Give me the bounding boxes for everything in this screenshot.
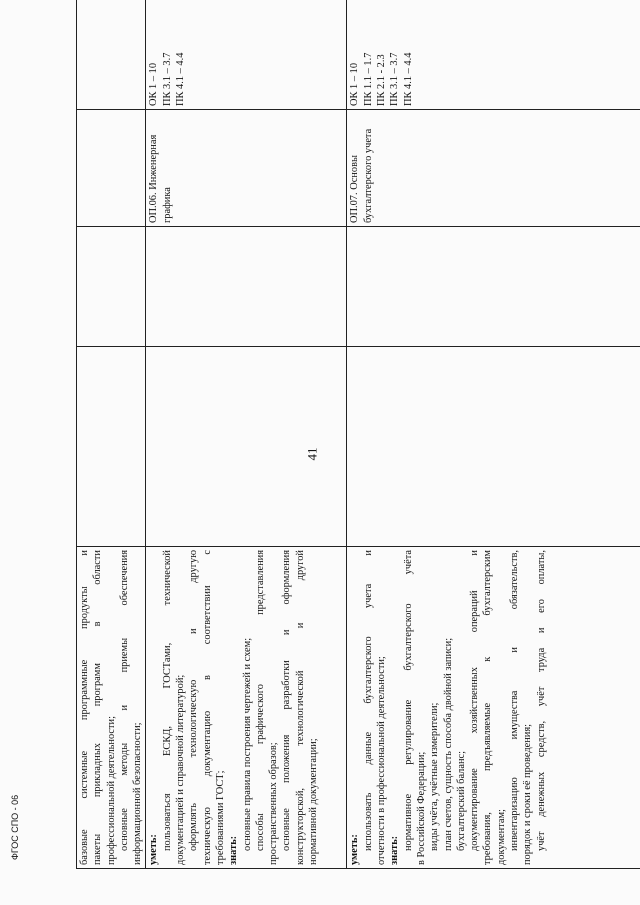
requirement-line: основные методы и приемы обеспечения [118,550,130,851]
requirement-line: документам; [495,809,507,865]
requirement-line: план счетов, сущность способа двойной записи; [442,637,454,851]
requirement-line: базовые системные программные продукты и [79,550,90,865]
empty-cell [146,227,347,347]
discipline-cell [347,110,640,227]
knowledge-heading: знать: [228,835,240,865]
requirement-line: бухгалтерский баланс; [455,750,467,851]
requirement-line: пользоваться ЕСКД, ГОСТами, технической [161,550,173,851]
table-row [347,0,640,869]
requirement-line: техническую документацию в соответствии с [201,550,213,865]
requirement-line: требованиями ГОСТ; [214,770,226,865]
requirement-line: конструкторской, технологической и другой [294,550,306,865]
requirement-line: использовать данные бухгалтерского учета и [362,550,374,851]
requirement-line: отчетности в профессиональной деятельности; [376,656,388,865]
rotated-document-page [76,37,640,869]
requirement-line: профессиональной деятельности; [105,715,117,865]
empty-cell [77,227,146,347]
requirements-cell [347,547,640,869]
requirement-line: документацией и справочной литературой; [175,674,187,865]
discipline-cell [146,110,347,227]
requirements-cell [146,547,347,869]
discipline-name: ОП.06. Инженерная графика [148,134,173,223]
requirement-line: порядок и сроки её проведения; [522,723,534,865]
requirements-cell [77,547,146,869]
requirement-line: виды учёта, учётные измерители; [429,702,441,851]
requirement-line: нормативное регулирование бухгалтерского учёта [402,550,414,851]
requirement-line: требования, предъявляемые к бухгалтерским [482,550,494,865]
requirement-line: инвентаризацию имущества и обязательств, [509,550,521,851]
table-row [146,0,347,869]
knowledge-heading: знать: [389,835,401,865]
footer-document-code: ФГОС СПО - 06 [10,794,20,860]
requirement-line: пакеты прикладных программ в области [92,550,104,865]
competency-table [76,0,640,869]
discipline-cell [77,110,146,227]
requirement-line: учёт денежных средств, учёт труда и его оплаты, [535,550,547,851]
empty-cell [347,347,640,547]
skills-heading: уметь: [148,834,160,865]
table-row [77,0,146,869]
page-number: 41 [304,447,320,461]
codes-cell [347,0,640,110]
empty-cell [77,347,146,547]
requirement-line: в Российской Федерации; [415,751,427,865]
competency-codes: ОК 1 – 10 ПК 3.1 – 3.7 ПК 4.1 – 4.4 [148,52,187,106]
requirement-line: основные правила построения чертежей и схем; [241,637,253,851]
skills-heading: уметь: [349,834,361,865]
requirement-line: документирование хозяйственных операций и [469,550,481,851]
codes-cell [146,0,347,110]
discipline-name: ОП.07. Основы бухгалтерского учета [349,128,374,223]
requirement-line: основные положения разработки и оформления [281,550,293,851]
empty-cell [347,227,640,347]
empty-cell [146,347,347,547]
requirement-line: оформлять технологическую и другую [188,550,200,851]
requirement-line: нормативной документации; [308,738,320,865]
requirement-line: способы графического представления [254,550,266,851]
requirement-line: пространственных образов; [268,742,280,865]
competency-codes: ОК 1 – 10 ПК 1.1 – 1.7 ПК 2.1 - 2.3 ПК 3.1 – 3.7 ПК 4.1 – 4.4 [349,52,414,106]
requirement-line: информационной безопасности; [132,722,144,865]
codes-cell [77,0,146,110]
